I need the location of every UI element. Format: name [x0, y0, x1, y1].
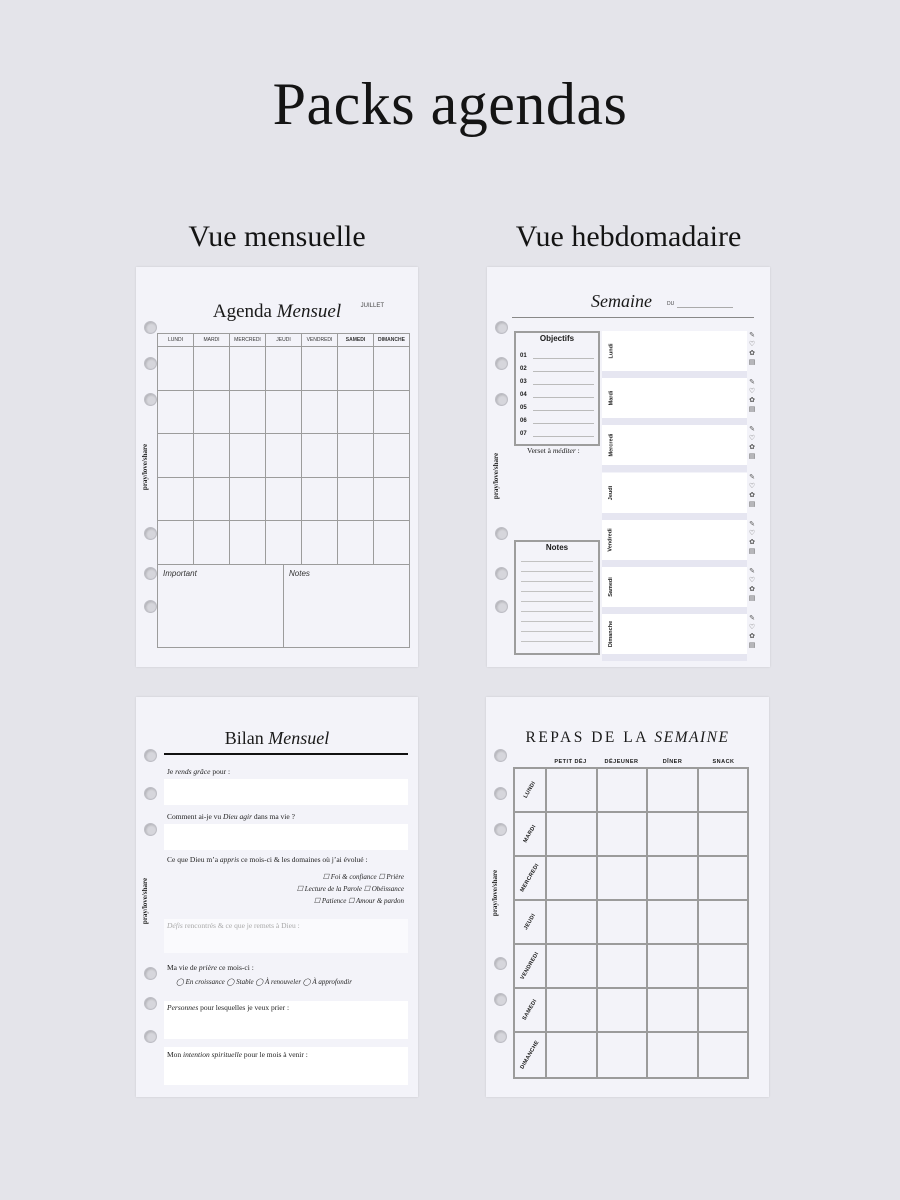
calendar-day-cell — [230, 391, 266, 434]
day-label — [606, 473, 616, 513]
binder-hole — [144, 321, 157, 334]
prayer-life-question: Ma vie de prière ce mois-ci : — [167, 963, 254, 972]
calendar-day-cell — [158, 391, 194, 434]
day-divider — [602, 371, 747, 378]
growth-options-1: ☐ Foi & confiance ☐ Prière — [322, 873, 404, 881]
calendar-week-row — [158, 434, 409, 478]
calendar-grid — [157, 333, 410, 648]
binder-hole — [495, 393, 508, 406]
day-row-vendredi — [602, 520, 747, 560]
meal-cell — [648, 945, 699, 987]
objective-item — [516, 424, 598, 437]
gratitude-question: Je rends grâce pour : — [167, 767, 231, 776]
notes-line — [521, 632, 593, 642]
calendar-day-cell — [338, 347, 374, 390]
calendar-week-row — [158, 347, 409, 391]
monthly-review-page — [136, 697, 418, 1097]
growth-options-3: ☐ Patience ☐ Amour & pardon — [313, 897, 404, 905]
notes-line — [521, 592, 593, 602]
binder-hole — [144, 749, 157, 762]
calendar-day-cell — [194, 347, 230, 390]
calendar-day-cell — [194, 434, 230, 477]
binder-hole — [495, 527, 508, 540]
brand-logo: pray/love/share — [491, 869, 500, 917]
calendar-day-cell — [230, 478, 266, 521]
calendar-day-cell — [302, 347, 338, 390]
calendar-day-cell — [158, 434, 194, 477]
habit-icon: ✎ — [749, 379, 755, 387]
day-label-text: Dimanche — [608, 621, 615, 648]
people-question: Personnes pour lesquelles je veux prier : — [167, 1003, 290, 1012]
day-label-text: Mardi — [608, 390, 615, 406]
day-row-mardi — [602, 378, 747, 418]
objective-line — [533, 377, 594, 385]
binder-hole — [494, 1030, 507, 1043]
review-title: Bilan Mensuel — [224, 728, 330, 748]
section-label-weekly: Vue hebdomadaire — [515, 220, 742, 253]
meal-cell — [547, 945, 598, 987]
binder-hole — [494, 957, 507, 970]
meal-day-label: MARDI — [522, 824, 538, 844]
meal-cell — [598, 813, 649, 855]
day-label — [606, 378, 616, 418]
weekday-label: VENDREDI — [302, 334, 338, 346]
meal-day-cell — [515, 989, 547, 1031]
meal-cell — [547, 813, 598, 855]
god-at-work-question: Comment ai-je vu Dieu agir dans ma vie ? — [167, 812, 295, 821]
habit-icon: ▤ — [748, 359, 756, 366]
habit-icons — [745, 614, 759, 654]
weekly-title: Semaine — [591, 291, 652, 311]
weekday-label: LUNDI — [158, 334, 194, 346]
notes-title: Notes — [545, 543, 569, 552]
habit-icon: ♡ — [748, 388, 756, 396]
growth-options-2: ☐ Lecture de la Parole ☐ Obéissance — [296, 885, 404, 893]
habit-icons — [745, 425, 759, 465]
habit-icon: ♡ — [748, 341, 756, 348]
habit-icons — [745, 520, 759, 560]
day-label — [606, 425, 616, 465]
meal-day-cell — [515, 813, 547, 855]
meal-cell — [547, 1033, 598, 1077]
meal-day-row — [515, 813, 747, 857]
objectives-box — [514, 331, 600, 446]
brand-logo: pray/love/share — [492, 452, 501, 500]
meal-cell — [648, 901, 699, 943]
binder-hole — [144, 567, 157, 580]
notes-box: Notes — [289, 568, 310, 578]
objective-line — [533, 416, 594, 424]
calendar-day-cell — [158, 347, 194, 390]
verse-label: Verset à méditer : — [527, 446, 580, 455]
calendar-day-cell — [158, 521, 194, 564]
meal-grid — [513, 757, 749, 1079]
habit-icon: ✿ — [749, 633, 755, 641]
meal-day-label: DIMANCHE — [519, 1039, 541, 1071]
habit-icons — [745, 473, 759, 513]
calendar-day-cell — [302, 478, 338, 521]
calendar-day-cell — [338, 521, 374, 564]
header-rule — [512, 317, 754, 318]
objective-line — [533, 429, 594, 437]
objective-line — [533, 403, 594, 411]
habit-icon: ✿ — [749, 397, 755, 405]
meal-day-row — [515, 901, 747, 945]
learned-question: Ce que Dieu m’a appris ce mois-ci & les domaines où j’ai évolué : — [167, 855, 368, 864]
intention-question: Mon intention spirituelle pour le mois à venir : — [167, 1050, 308, 1059]
habit-icon: ♡ — [748, 482, 756, 490]
meal-cell — [547, 769, 598, 811]
meal-day-label: MERCREDI — [519, 862, 541, 894]
day-divider — [602, 654, 747, 661]
habit-icon: ▤ — [748, 406, 756, 414]
meal-cell — [699, 813, 748, 855]
objective-item — [516, 346, 598, 359]
calendar-day-cell — [338, 434, 374, 477]
binder-hole — [495, 357, 508, 370]
meal-header — [545, 757, 749, 767]
habit-icon: ✎ — [749, 426, 755, 434]
meal-cell — [648, 813, 699, 855]
meal-plan-page — [486, 697, 769, 1097]
weekday-label: SAMEDI — [338, 334, 374, 346]
habit-icon: ✎ — [749, 568, 755, 575]
meal-cell — [598, 857, 649, 899]
meal-day-cell — [515, 857, 547, 899]
habit-icon: ✎ — [749, 615, 755, 623]
calendar-day-cell — [230, 434, 266, 477]
binder-hole — [494, 993, 507, 1006]
meal-day-label: LUNDI — [522, 780, 538, 800]
meal-column-label: PETIT DÉJ — [554, 759, 587, 765]
weekday-label: MERCREDI — [230, 334, 266, 346]
date-from-label: DU — [667, 301, 675, 307]
objective-number: 02 — [520, 366, 527, 372]
habit-icon: ▤ — [748, 642, 756, 650]
calendar-day-cell — [338, 478, 374, 521]
weekday-header — [158, 334, 409, 347]
calendar-week-row — [158, 521, 409, 565]
binder-hole — [144, 600, 157, 613]
god-at-work-box — [164, 824, 408, 850]
notes-line — [521, 612, 593, 622]
day-divider — [602, 560, 747, 567]
calendar-day-cell — [374, 478, 409, 521]
calendar-day-cell — [266, 521, 302, 564]
day-row-lundi — [602, 331, 747, 371]
notes-line — [521, 552, 593, 562]
notes-line — [521, 622, 593, 632]
weekly-agenda-page — [487, 267, 770, 667]
binder-hole — [494, 823, 507, 836]
month-label: JUILLET — [360, 303, 384, 309]
habit-icon: ▤ — [748, 547, 756, 555]
objective-number: 07 — [520, 431, 527, 437]
calendar-day-cell — [374, 347, 409, 390]
meal-column-label: DÎNER — [662, 759, 683, 765]
meal-day-label: SAMEDI — [521, 998, 539, 1022]
calendar-week-row — [158, 391, 409, 435]
habit-icon: ✿ — [749, 491, 755, 499]
objective-line — [533, 351, 594, 359]
calendar-day-cell — [266, 347, 302, 390]
meal-day-cell — [515, 769, 547, 811]
objective-number: 05 — [520, 405, 527, 411]
objective-number: 04 — [520, 392, 527, 398]
habit-icon: ▤ — [748, 595, 756, 602]
meal-cell — [547, 857, 598, 899]
meal-plan-title: REPAS DE LA SEMAINE — [525, 729, 730, 746]
monthly-agenda-page — [136, 267, 418, 667]
monthly-title: Agenda Mensuel — [212, 301, 342, 322]
meal-day-row — [515, 1033, 747, 1077]
section-label-monthly: Vue mensuelle — [188, 220, 366, 253]
notes-line — [521, 582, 593, 592]
objective-item — [516, 411, 598, 424]
meal-column-label: DÉJEUNER — [604, 759, 639, 765]
habit-icons — [745, 567, 759, 607]
day-label — [606, 331, 616, 371]
objective-item — [516, 385, 598, 398]
weekday-label: MARDI — [194, 334, 230, 346]
meal-day-label: JEUDI — [522, 912, 538, 932]
meal-cell — [648, 989, 699, 1031]
date-line — [677, 307, 733, 308]
calendar-day-cell — [194, 521, 230, 564]
binder-hole — [144, 357, 157, 370]
objective-line — [533, 364, 594, 372]
calendar-week-row — [158, 478, 409, 522]
meal-day-cell — [515, 1033, 547, 1077]
calendar-day-cell — [302, 434, 338, 477]
day-divider — [602, 513, 747, 520]
habit-icon: ♡ — [748, 529, 756, 537]
day-divider — [602, 418, 747, 425]
habit-icon: ✿ — [749, 538, 755, 546]
prayer-life-options: ◯ En croissance ◯ Stable ◯ À renouveler ◯ À approfondir — [176, 978, 352, 986]
meal-day-cell — [515, 901, 547, 943]
calendar-day-cell — [230, 521, 266, 564]
notes-line — [521, 562, 593, 572]
calendar-day-cell — [338, 391, 374, 434]
calendar-day-cell — [266, 478, 302, 521]
notes-line — [521, 602, 593, 612]
calendar-day-cell — [266, 391, 302, 434]
habit-icon: ✎ — [749, 332, 755, 339]
binder-hole — [494, 749, 507, 762]
meal-day-label: VENDREDI — [519, 951, 541, 981]
day-row-mercredi — [602, 425, 747, 465]
weekday-label: JEUDI — [266, 334, 302, 346]
habit-icon: ✿ — [749, 586, 755, 593]
important-box: Important — [158, 565, 284, 647]
meal-cell — [699, 989, 748, 1031]
meal-cell — [699, 1033, 748, 1077]
day-label — [606, 567, 616, 607]
day-label-text: Lundi — [608, 343, 614, 359]
day-label-text: Samedi — [608, 577, 615, 597]
habit-icon: ✎ — [749, 473, 755, 481]
meal-cell — [699, 769, 748, 811]
weekly-notes-box — [514, 540, 600, 655]
calendar-day-cell — [302, 391, 338, 434]
binder-hole — [495, 321, 508, 334]
objective-number: 06 — [520, 418, 527, 424]
brand-logo: pray/love/share — [141, 443, 150, 491]
calendar-day-cell — [158, 478, 194, 521]
calendar-day-cell — [374, 434, 409, 477]
day-row-dimanche — [602, 614, 747, 654]
objective-number: 01 — [520, 353, 527, 359]
meal-day-cell — [515, 945, 547, 987]
calendar-day-cell — [230, 347, 266, 390]
habit-icon: ▤ — [748, 453, 756, 461]
day-label-text: Vendredi — [608, 528, 615, 552]
habit-icon: ♡ — [748, 577, 756, 584]
meal-cell — [699, 945, 748, 987]
meal-cell — [598, 989, 649, 1031]
objectives-title: Objectifs — [539, 334, 575, 343]
binder-hole — [144, 527, 157, 540]
binder-hole — [144, 823, 157, 836]
habit-icons — [745, 331, 759, 371]
brand-logo: pray/love/share — [141, 877, 150, 925]
objective-number: 03 — [520, 379, 527, 385]
binder-hole — [494, 787, 507, 800]
day-label — [606, 520, 616, 560]
calendar-day-cell — [302, 521, 338, 564]
binder-hole — [144, 967, 157, 980]
objective-line — [533, 390, 594, 398]
calendar-day-cell — [194, 391, 230, 434]
calendar-day-cell — [266, 434, 302, 477]
meal-column-label: SNACK — [712, 759, 735, 765]
habit-icon: ✎ — [749, 520, 755, 528]
binder-hole — [495, 600, 508, 613]
objective-item — [516, 372, 598, 385]
gratitude-box — [164, 779, 408, 805]
meal-day-row — [515, 857, 747, 901]
page-title: Packs agendas — [272, 71, 628, 137]
day-row-jeudi — [602, 473, 747, 513]
binder-hole — [144, 997, 157, 1010]
binder-hole — [144, 1030, 157, 1043]
objective-item — [516, 398, 598, 411]
meal-day-row — [515, 945, 747, 989]
calendar-day-cell — [194, 478, 230, 521]
meal-cell — [699, 857, 748, 899]
binder-hole — [495, 567, 508, 580]
meal-cell — [598, 1033, 649, 1077]
meal-cell — [547, 901, 598, 943]
day-label-text: Jeudi — [608, 485, 614, 500]
binder-hole — [144, 787, 157, 800]
habit-icon: ♡ — [748, 435, 756, 443]
habit-icon: ♡ — [748, 624, 756, 632]
binder-hole — [144, 393, 157, 406]
notes-line — [521, 572, 593, 582]
meal-cell — [598, 769, 649, 811]
day-label-text: Mercredi — [608, 433, 614, 457]
day-divider — [602, 465, 747, 472]
title-rule — [164, 753, 408, 755]
habit-icon: ✿ — [749, 350, 755, 357]
meal-cell — [699, 901, 748, 943]
calendar-day-cell — [374, 391, 409, 434]
meal-cell — [648, 1033, 699, 1077]
meal-cell — [648, 857, 699, 899]
day-divider — [602, 607, 747, 614]
calendar-day-cell — [374, 521, 409, 564]
meal-cell — [598, 945, 649, 987]
meal-cell — [598, 901, 649, 943]
habit-icon: ▤ — [748, 500, 756, 508]
habit-icon: ✿ — [749, 444, 755, 452]
meal-cell — [648, 769, 699, 811]
habit-icons — [745, 378, 759, 418]
day-row-samedi — [602, 567, 747, 607]
objective-item — [516, 359, 598, 372]
weekday-label: DIMANCHE — [378, 337, 405, 343]
day-label — [606, 614, 616, 654]
challenges-box — [164, 919, 408, 953]
meal-day-row — [515, 989, 747, 1033]
meal-cell — [547, 989, 598, 1031]
meal-day-row — [515, 769, 747, 813]
